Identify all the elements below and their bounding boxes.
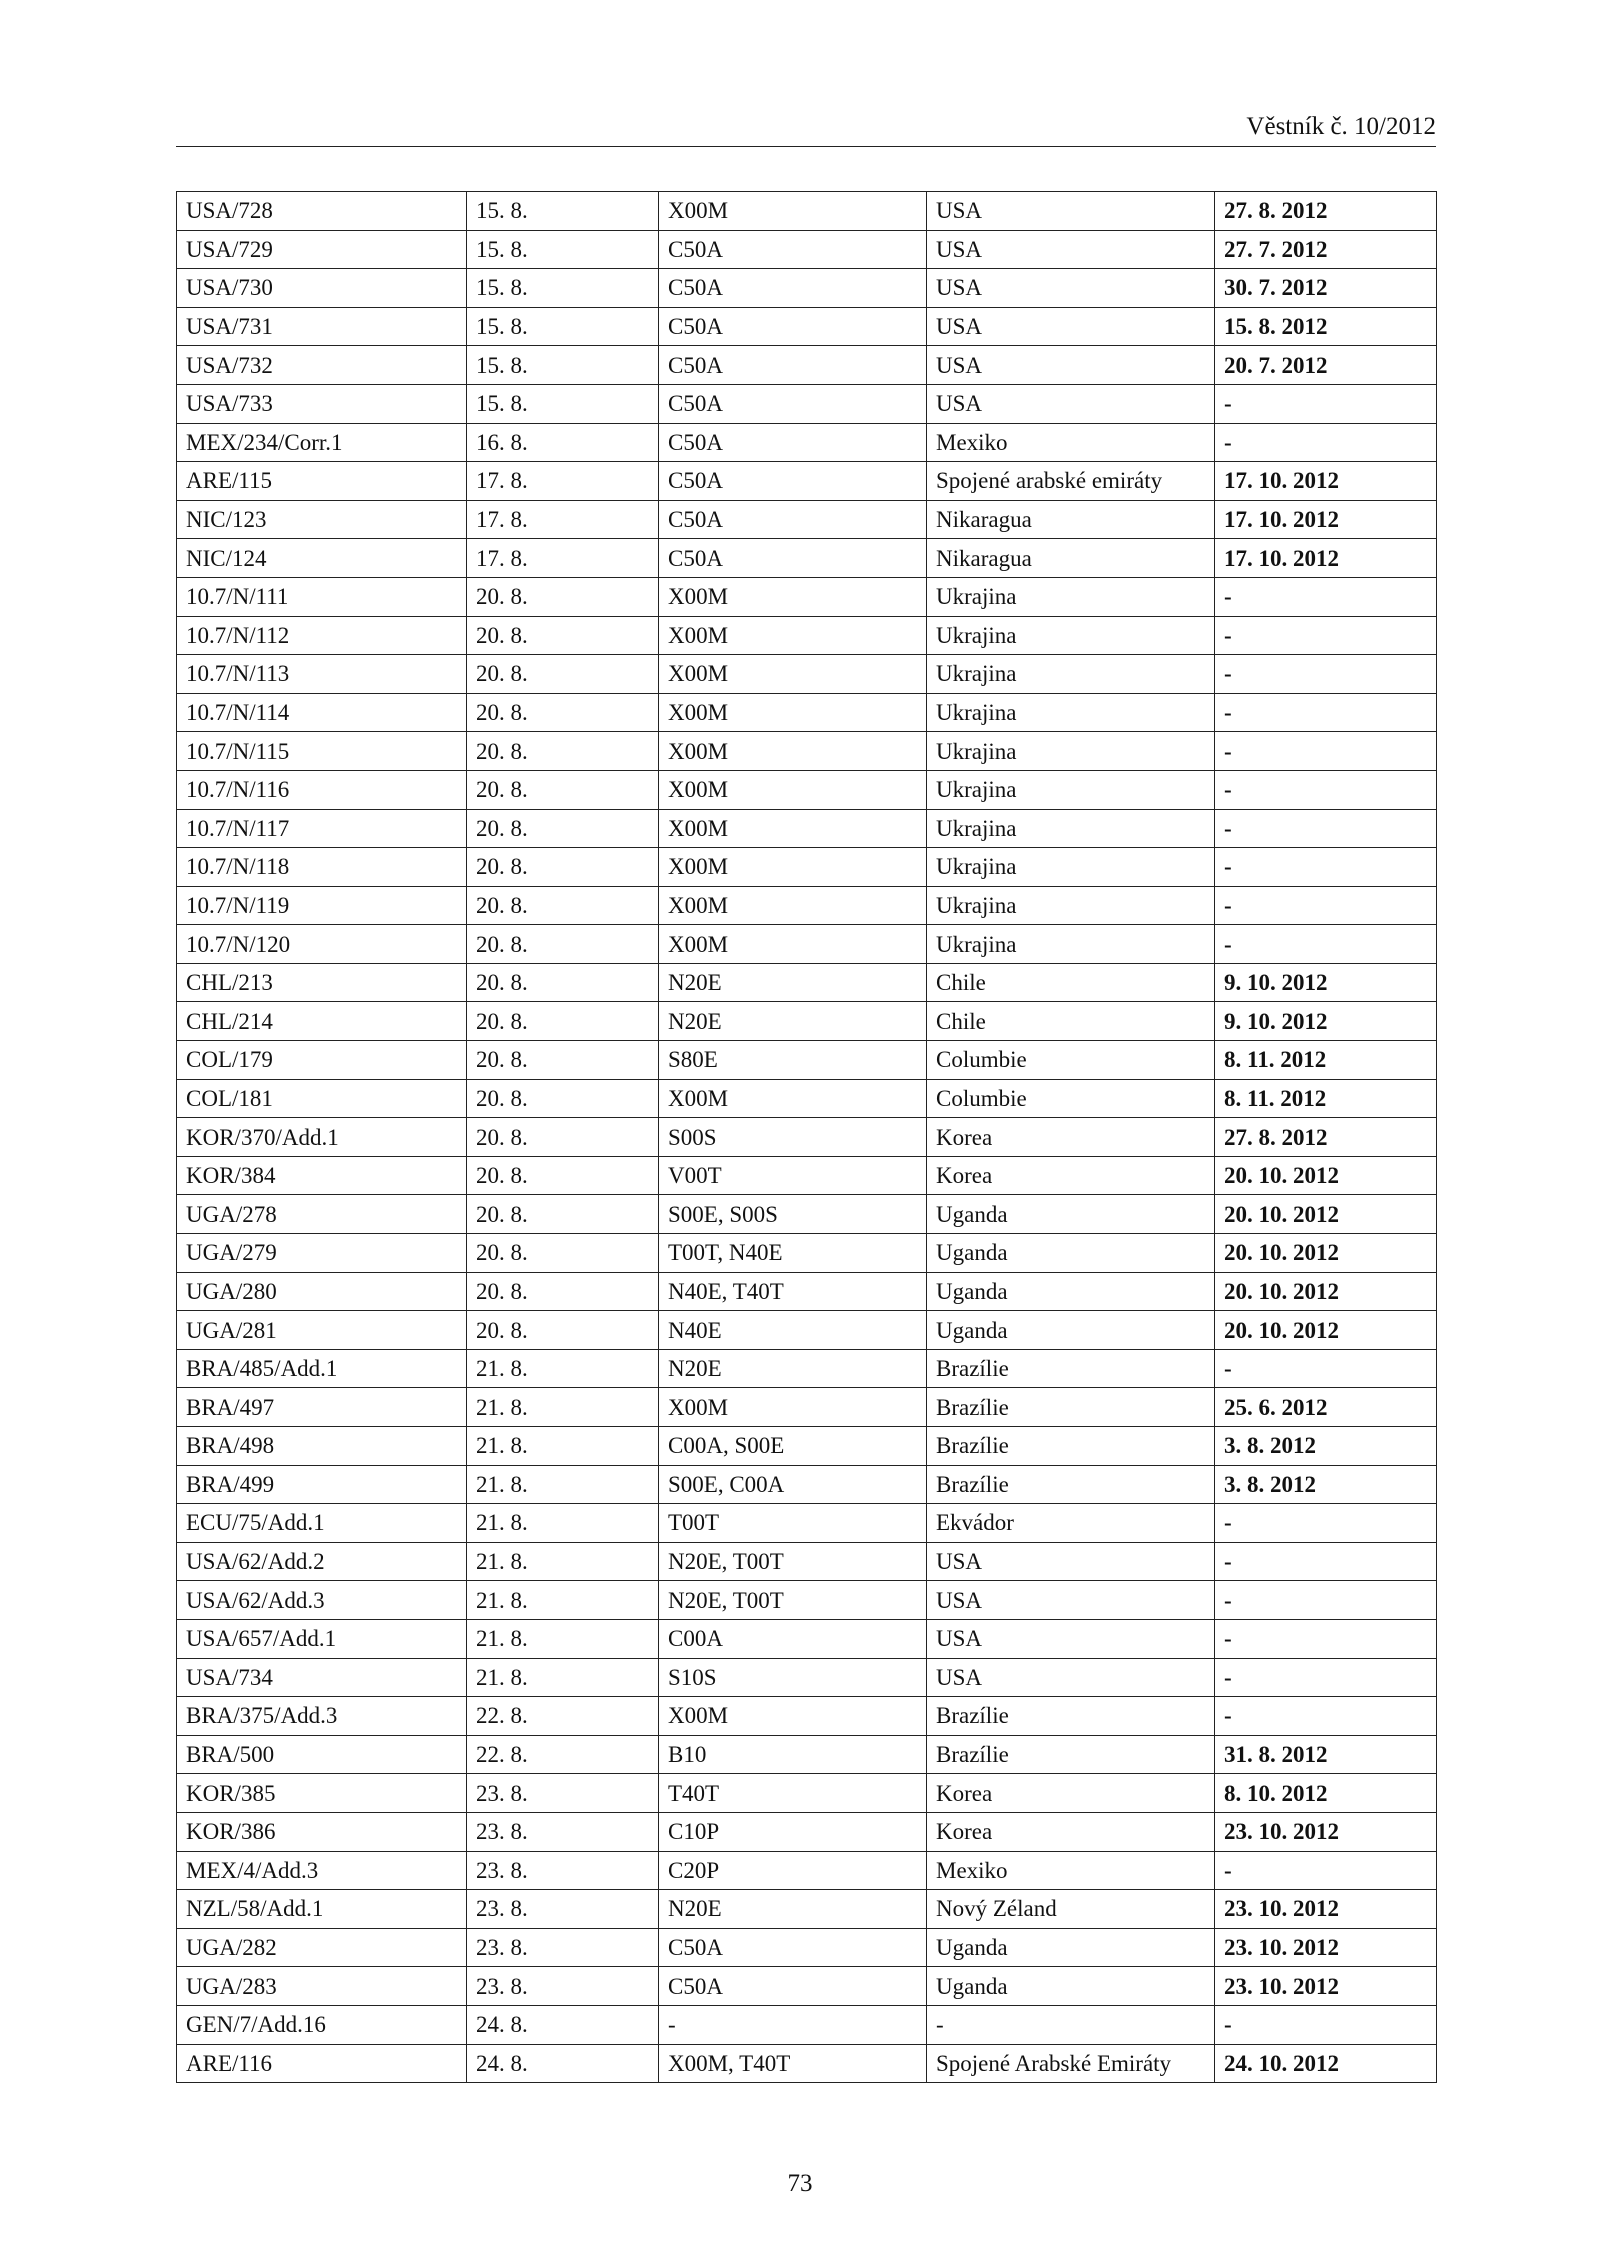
deadline-date-cell: 20. 7. 2012 [1215,346,1437,385]
notification-date-cell: 21. 8. [467,1504,659,1543]
table-row [177,1272,1437,1311]
deadline-date-cell: - [1215,1619,1437,1658]
country-cell: Korea [927,1118,1215,1157]
document-code-cell: 10.7/N/119 [177,886,467,925]
table-row [177,925,1437,964]
deadline-date-cell: - [1215,693,1437,732]
notification-date-cell: 20. 8. [467,1234,659,1273]
document-code-cell: 10.7/N/118 [177,848,467,887]
table-row [177,423,1437,462]
notification-date-cell: 21. 8. [467,1658,659,1697]
country-cell: USA [927,1658,1215,1697]
product-code-cell: S00E, S00S [659,1195,927,1234]
country-cell: Spojené Arabské Emiráty [927,2044,1215,2083]
country-cell: USA [927,1542,1215,1581]
table-body [177,192,1437,2083]
product-code-cell: S00E, C00A [659,1465,927,1504]
document-code-cell: 10.7/N/120 [177,925,467,964]
table-row [177,848,1437,887]
document-code-cell: UGA/283 [177,1967,467,2006]
product-code-cell: X00M [659,192,927,231]
document-code-cell: USA/732 [177,346,467,385]
document-code-cell: UGA/279 [177,1234,467,1273]
country-cell: Uganda [927,1311,1215,1350]
deadline-date-cell: 31. 8. 2012 [1215,1735,1437,1774]
country-cell: Uganda [927,1967,1215,2006]
document-code-cell: NIC/123 [177,500,467,539]
document-code-cell: USA/729 [177,230,467,269]
table-row [177,230,1437,269]
country-cell: Ukrajina [927,770,1215,809]
document-code-cell: NIC/124 [177,539,467,578]
notification-date-cell: 21. 8. [467,1581,659,1620]
document-code-cell: MEX/234/Corr.1 [177,423,467,462]
notification-date-cell: 22. 8. [467,1735,659,1774]
country-cell: Korea [927,1156,1215,1195]
table-row [177,1465,1437,1504]
deadline-date-cell: 20. 10. 2012 [1215,1272,1437,1311]
table-row [177,809,1437,848]
table-row [177,1928,1437,1967]
product-code-cell: N20E, T00T [659,1581,927,1620]
notification-date-cell: 21. 8. [467,1542,659,1581]
country-cell: Nikaragua [927,500,1215,539]
product-code-cell: B10 [659,1735,927,1774]
country-cell: Ukrajina [927,925,1215,964]
country-cell: Nikaragua [927,539,1215,578]
product-code-cell: T40T [659,1774,927,1813]
table-row [177,1156,1437,1195]
notification-date-cell: 17. 8. [467,462,659,501]
deadline-date-cell: 8. 11. 2012 [1215,1041,1437,1080]
table-row [177,500,1437,539]
document-code-cell: 10.7/N/114 [177,693,467,732]
product-code-cell: - [659,2005,927,2044]
notification-date-cell: 20. 8. [467,809,659,848]
table-row [177,1002,1437,1041]
document-code-cell: USA/731 [177,307,467,346]
deadline-date-cell: 23. 10. 2012 [1215,1890,1437,1929]
product-code-cell: X00M [659,848,927,887]
country-cell: Ukrajina [927,732,1215,771]
country-cell: USA [927,346,1215,385]
notification-date-cell: 20. 8. [467,770,659,809]
notifications-table [176,191,1437,2083]
product-code-cell: S00S [659,1118,927,1157]
document-code-cell: 10.7/N/115 [177,732,467,771]
product-code-cell: X00M [659,925,927,964]
document-code-cell: BRA/497 [177,1388,467,1427]
document-code-cell: 10.7/N/117 [177,809,467,848]
notification-date-cell: 15. 8. [467,192,659,231]
country-cell: Columbie [927,1079,1215,1118]
table-row [177,1427,1437,1466]
notification-date-cell: 20. 8. [467,1041,659,1080]
document-code-cell: USA/734 [177,1658,467,1697]
table-row [177,1542,1437,1581]
notification-date-cell: 20. 8. [467,848,659,887]
table-row [177,1504,1437,1543]
product-code-cell: X00M [659,770,927,809]
table-row [177,269,1437,308]
notification-date-cell: 20. 8. [467,693,659,732]
table-row [177,1079,1437,1118]
document-code-cell: BRA/500 [177,1735,467,1774]
product-code-cell: X00M [659,1388,927,1427]
country-cell: Ukrajina [927,616,1215,655]
product-code-cell: N20E [659,1349,927,1388]
document-code-cell: UGA/281 [177,1311,467,1350]
page-number: 73 [787,2170,813,2197]
deadline-date-cell: 8. 10. 2012 [1215,1774,1437,1813]
notification-date-cell: 21. 8. [467,1388,659,1427]
notification-date-cell: 20. 8. [467,1195,659,1234]
deadline-date-cell: - [1215,1658,1437,1697]
deadline-date-cell: 20. 10. 2012 [1215,1195,1437,1234]
document-code-cell: MEX/4/Add.3 [177,1851,467,1890]
product-code-cell: C50A [659,307,927,346]
document-code-cell: 10.7/N/113 [177,655,467,694]
country-cell: USA [927,1581,1215,1620]
table-row [177,1349,1437,1388]
deadline-date-cell: 15. 8. 2012 [1215,307,1437,346]
deadline-date-cell: - [1215,809,1437,848]
deadline-date-cell: 8. 11. 2012 [1215,1079,1437,1118]
product-code-cell: C20P [659,1851,927,1890]
document-code-cell: 10.7/N/112 [177,616,467,655]
country-cell: USA [927,1619,1215,1658]
notification-date-cell: 20. 8. [467,1002,659,1041]
table-row [177,1967,1437,2006]
product-code-cell: C50A [659,462,927,501]
country-cell: Uganda [927,1272,1215,1311]
document-code-cell: USA/733 [177,384,467,423]
deadline-date-cell: - [1215,2005,1437,2044]
table-row [177,693,1437,732]
table-row [177,886,1437,925]
country-cell: Chile [927,1002,1215,1041]
country-cell: Ukrajina [927,886,1215,925]
notification-date-cell: 23. 8. [467,1812,659,1851]
country-cell: Mexiko [927,423,1215,462]
document-code-cell: USA/62/Add.2 [177,1542,467,1581]
document-code-cell: GEN/7/Add.16 [177,2005,467,2044]
deadline-date-cell: - [1215,1697,1437,1736]
product-code-cell: C50A [659,384,927,423]
deadline-date-cell: 17. 10. 2012 [1215,500,1437,539]
document-code-cell: COL/181 [177,1079,467,1118]
deadline-date-cell: 30. 7. 2012 [1215,269,1437,308]
document-code-cell: USA/728 [177,192,467,231]
product-code-cell: C50A [659,230,927,269]
product-code-cell: X00M [659,1079,927,1118]
deadline-date-cell: 9. 10. 2012 [1215,1002,1437,1041]
country-cell: Uganda [927,1928,1215,1967]
document-code-cell: 10.7/N/111 [177,577,467,616]
notification-date-cell: 17. 8. [467,500,659,539]
table-row [177,384,1437,423]
product-code-cell: X00M [659,809,927,848]
table-row [177,1812,1437,1851]
table-row [177,963,1437,1002]
product-code-cell: N20E, T00T [659,1542,927,1581]
product-code-cell: S10S [659,1658,927,1697]
notification-date-cell: 20. 8. [467,577,659,616]
deadline-date-cell: - [1215,1349,1437,1388]
deadline-date-cell: 24. 10. 2012 [1215,2044,1437,2083]
country-cell: Korea [927,1812,1215,1851]
country-cell: Brazílie [927,1427,1215,1466]
page-header [176,108,1436,147]
deadline-date-cell: 3. 8. 2012 [1215,1427,1437,1466]
country-cell: USA [927,192,1215,231]
notification-date-cell: 20. 8. [467,886,659,925]
country-cell: - [927,2005,1215,2044]
notification-date-cell: 20. 8. [467,1118,659,1157]
product-code-cell: N20E [659,963,927,1002]
product-code-cell: X00M [659,655,927,694]
country-cell: Brazílie [927,1735,1215,1774]
notification-date-cell: 16. 8. [467,423,659,462]
notification-date-cell: 20. 8. [467,1272,659,1311]
deadline-date-cell: 9. 10. 2012 [1215,963,1437,1002]
table-row [177,346,1437,385]
product-code-cell: C50A [659,1967,927,2006]
notification-date-cell: 15. 8. [467,230,659,269]
product-code-cell: C10P [659,1812,927,1851]
table-row [177,1697,1437,1736]
product-code-cell: X00M [659,886,927,925]
notification-date-cell: 23. 8. [467,1890,659,1929]
notification-date-cell: 23. 8. [467,1928,659,1967]
deadline-date-cell: - [1215,1851,1437,1890]
document-code-cell: KOR/370/Add.1 [177,1118,467,1157]
deadline-date-cell: - [1215,886,1437,925]
notification-date-cell: 21. 8. [467,1619,659,1658]
document-code-cell: 10.7/N/116 [177,770,467,809]
deadline-date-cell: - [1215,1542,1437,1581]
document-code-cell: ARE/115 [177,462,467,501]
product-code-cell: X00M, T40T [659,2044,927,2083]
deadline-date-cell: 25. 6. 2012 [1215,1388,1437,1427]
product-code-cell: C00A, S00E [659,1427,927,1466]
country-cell: Spojené arabské emiráty [927,462,1215,501]
table-row [177,732,1437,771]
notification-date-cell: 23. 8. [467,1851,659,1890]
table-row [177,1388,1437,1427]
notification-date-cell: 20. 8. [467,732,659,771]
country-cell: Uganda [927,1234,1215,1273]
table-row [177,1619,1437,1658]
document-code-cell: BRA/498 [177,1427,467,1466]
document-code-cell: BRA/375/Add.3 [177,1697,467,1736]
deadline-date-cell: 3. 8. 2012 [1215,1465,1437,1504]
notification-date-cell: 15. 8. [467,346,659,385]
notification-date-cell: 20. 8. [467,1156,659,1195]
country-cell: Ukrajina [927,809,1215,848]
deadline-date-cell: 27. 8. 2012 [1215,1118,1437,1157]
table-row [177,616,1437,655]
notification-date-cell: 21. 8. [467,1427,659,1466]
document-code-cell: KOR/384 [177,1156,467,1195]
document-code-cell: ECU/75/Add.1 [177,1504,467,1543]
deadline-date-cell: 23. 10. 2012 [1215,1928,1437,1967]
product-code-cell: C50A [659,423,927,462]
document-code-cell: CHL/214 [177,1002,467,1041]
product-code-cell: T00T, N40E [659,1234,927,1273]
deadline-date-cell: 27. 8. 2012 [1215,192,1437,231]
table-row [177,1311,1437,1350]
product-code-cell: C50A [659,500,927,539]
deadline-date-cell: 17. 10. 2012 [1215,539,1437,578]
country-cell: Nový Zéland [927,1890,1215,1929]
product-code-cell: N40E, T40T [659,1272,927,1311]
country-cell: Brazílie [927,1349,1215,1388]
product-code-cell: X00M [659,577,927,616]
table-row [177,1890,1437,1929]
notification-date-cell: 21. 8. [467,1349,659,1388]
table-row [177,539,1437,578]
deadline-date-cell: 20. 10. 2012 [1215,1234,1437,1273]
deadline-date-cell: - [1215,1504,1437,1543]
deadline-date-cell: - [1215,384,1437,423]
product-code-cell: X00M [659,732,927,771]
country-cell: Brazílie [927,1388,1215,1427]
table-row [177,1851,1437,1890]
country-cell: Brazílie [927,1465,1215,1504]
country-cell: Brazílie [927,1697,1215,1736]
document-code-cell: ARE/116 [177,2044,467,2083]
product-code-cell: C50A [659,269,927,308]
notification-date-cell: 20. 8. [467,1079,659,1118]
notification-date-cell: 20. 8. [467,925,659,964]
deadline-date-cell: - [1215,925,1437,964]
country-cell: USA [927,230,1215,269]
table-row [177,2044,1437,2083]
table-row [177,2005,1437,2044]
product-code-cell: X00M [659,693,927,732]
product-code-cell: T00T [659,1504,927,1543]
deadline-date-cell: 20. 10. 2012 [1215,1311,1437,1350]
product-code-cell: C50A [659,1928,927,1967]
deadline-date-cell: 23. 10. 2012 [1215,1967,1437,2006]
country-cell: Ekvádor [927,1504,1215,1543]
notification-date-cell: 20. 8. [467,963,659,1002]
deadline-date-cell: 17. 10. 2012 [1215,462,1437,501]
product-code-cell: C50A [659,539,927,578]
document-code-cell: KOR/385 [177,1774,467,1813]
document-code-cell: UGA/280 [177,1272,467,1311]
country-cell: USA [927,384,1215,423]
document-code-cell: COL/179 [177,1041,467,1080]
table-row [177,1735,1437,1774]
table-row [177,1234,1437,1273]
notification-date-cell: 20. 8. [467,1311,659,1350]
product-code-cell: N40E [659,1311,927,1350]
product-code-cell: C00A [659,1619,927,1658]
table-row [177,577,1437,616]
country-cell: Ukrajina [927,577,1215,616]
notification-date-cell: 21. 8. [467,1465,659,1504]
notification-date-cell: 15. 8. [467,269,659,308]
country-cell: USA [927,307,1215,346]
deadline-date-cell: - [1215,770,1437,809]
table-row [177,1118,1437,1157]
country-cell: Columbie [927,1041,1215,1080]
country-cell: Korea [927,1774,1215,1813]
notification-date-cell: 23. 8. [467,1967,659,2006]
bulletin-title: Věstník č. 10/2012 [1246,113,1436,140]
deadline-date-cell: 20. 10. 2012 [1215,1156,1437,1195]
deadline-date-cell: - [1215,616,1437,655]
document-code-cell: BRA/499 [177,1465,467,1504]
deadline-date-cell: 27. 7. 2012 [1215,230,1437,269]
country-cell: Ukrajina [927,655,1215,694]
table-row [177,462,1437,501]
notification-date-cell: 24. 8. [467,2005,659,2044]
document-code-cell: USA/657/Add.1 [177,1619,467,1658]
notification-date-cell: 15. 8. [467,384,659,423]
table-row [177,192,1437,231]
notification-date-cell: 20. 8. [467,655,659,694]
product-code-cell: V00T [659,1156,927,1195]
deadline-date-cell: - [1215,577,1437,616]
document-code-cell: NZL/58/Add.1 [177,1890,467,1929]
notification-date-cell: 15. 8. [467,307,659,346]
deadline-date-cell: - [1215,655,1437,694]
deadline-date-cell: - [1215,848,1437,887]
country-cell: Mexiko [927,1851,1215,1890]
table-row [177,1041,1437,1080]
product-code-cell: S80E [659,1041,927,1080]
product-code-cell: X00M [659,1697,927,1736]
document-code-cell: BRA/485/Add.1 [177,1349,467,1388]
document-code-cell: UGA/282 [177,1928,467,1967]
document-code-cell: UGA/278 [177,1195,467,1234]
deadline-date-cell: 23. 10. 2012 [1215,1812,1437,1851]
country-cell: Uganda [927,1195,1215,1234]
document-code-cell: KOR/386 [177,1812,467,1851]
country-cell: USA [927,269,1215,308]
product-code-cell: N20E [659,1890,927,1929]
table-row [177,1658,1437,1697]
table-row [177,655,1437,694]
product-code-cell: C50A [659,346,927,385]
table-row [177,770,1437,809]
country-cell: Chile [927,963,1215,1002]
notification-date-cell: 24. 8. [467,2044,659,2083]
country-cell: Ukrajina [927,848,1215,887]
notification-date-cell: 22. 8. [467,1697,659,1736]
document-code-cell: USA/62/Add.3 [177,1581,467,1620]
notification-date-cell: 17. 8. [467,539,659,578]
table-row [177,1581,1437,1620]
table-row [177,1195,1437,1234]
deadline-date-cell: - [1215,732,1437,771]
table-row [177,307,1437,346]
document-code-cell: USA/730 [177,269,467,308]
product-code-cell: N20E [659,1002,927,1041]
notification-date-cell: 23. 8. [467,1774,659,1813]
deadline-date-cell: - [1215,423,1437,462]
table-row [177,1774,1437,1813]
notification-date-cell: 20. 8. [467,616,659,655]
product-code-cell: X00M [659,616,927,655]
deadline-date-cell: - [1215,1581,1437,1620]
country-cell: Ukrajina [927,693,1215,732]
document-code-cell: CHL/213 [177,963,467,1002]
